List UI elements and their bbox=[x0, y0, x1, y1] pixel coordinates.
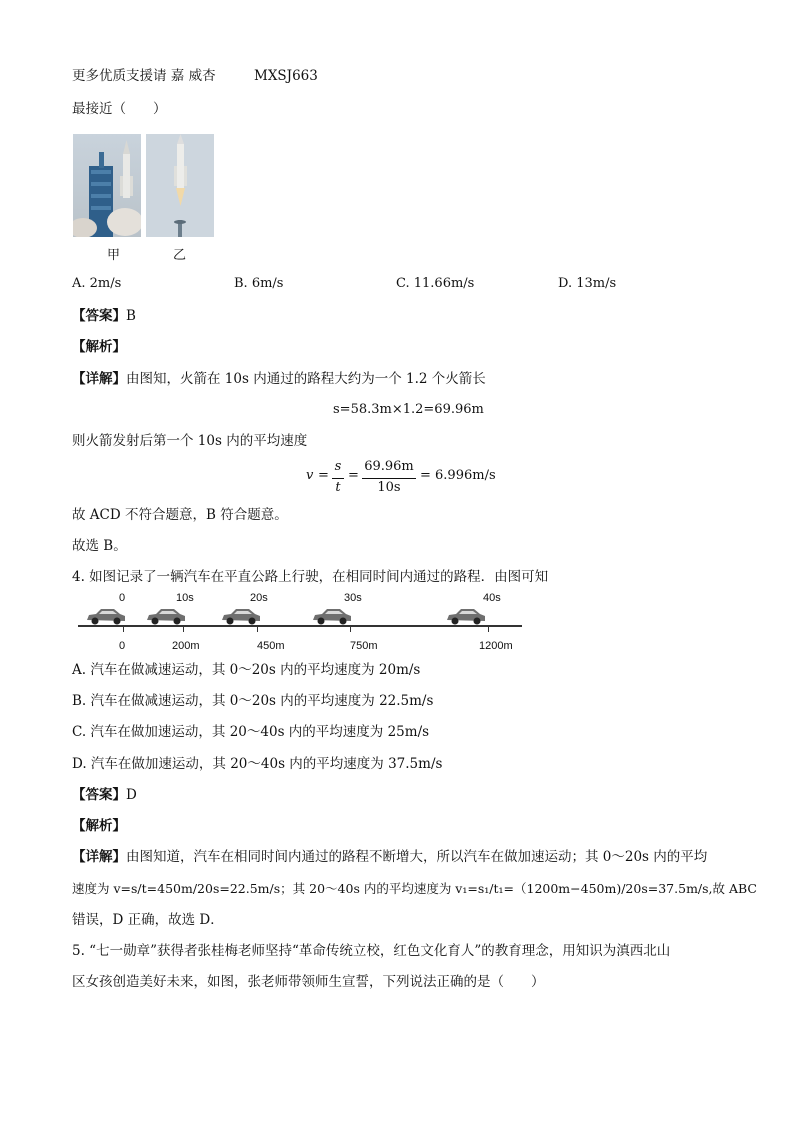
time-label-30s: 30s bbox=[344, 592, 362, 604]
q5-line2: 区女孩创造美好未来，如图，张老师带领师生宣誓，下列说法正确的是（ ） bbox=[72, 974, 545, 990]
distance-label-200m: 200m bbox=[172, 640, 200, 652]
q5-line1: 5. “七一勋章”获得者张桂梅老师坚持“革命传统立校，红色文化育人”的教育理念，用知识为滇西北山 bbox=[72, 943, 671, 959]
q4-analysis-label: 【解析】 bbox=[72, 818, 126, 834]
q3-analysis-label: 【解析】 bbox=[72, 339, 126, 355]
car-icon-20s bbox=[219, 606, 263, 626]
q3-option-b: B. 6m/s bbox=[234, 276, 284, 291]
fraction-bar-1 bbox=[332, 478, 344, 479]
formula-s: s bbox=[334, 459, 342, 474]
rocket-photo-yi bbox=[146, 134, 214, 237]
tick-750m bbox=[350, 626, 351, 632]
time-label-10s: 10s bbox=[176, 592, 194, 604]
formula-num: 69.96m bbox=[364, 459, 414, 474]
distance-label-1200m: 1200m bbox=[479, 640, 513, 652]
fraction-bar-2 bbox=[362, 478, 416, 479]
q3-choose: 故选 B。 bbox=[72, 538, 127, 554]
q3-average-line: 则火箭发射后第一个 10s 内的平均速度 bbox=[72, 433, 308, 449]
distance-label-0: 0 bbox=[119, 640, 126, 652]
tick-450m bbox=[257, 626, 258, 632]
q3-formula-velocity bbox=[306, 459, 506, 499]
distance-label-450m: 450m bbox=[257, 640, 285, 652]
q3-conclusion: 故 ACD 不符合题意，B 符合题意。 bbox=[72, 507, 288, 523]
rocket-photo-jia bbox=[73, 134, 141, 237]
formula-eq2: = bbox=[348, 468, 359, 483]
q3-option-d: D. 13m/s bbox=[558, 276, 617, 291]
q4-detail-row-1 bbox=[72, 848, 707, 866]
formula-result: = 6.996m/s bbox=[420, 468, 496, 483]
q4-option-d: D. 汽车在做加速运动，其 20～40s 内的平均速度为 37.5m/s bbox=[72, 756, 443, 772]
q4-option-b: B. 汽车在做减速运动，其 0～20s 内的平均速度为 22.5m/s bbox=[72, 693, 434, 709]
formula-t: t bbox=[335, 480, 341, 495]
formula-v: v bbox=[306, 468, 314, 483]
q3-detail-row bbox=[72, 370, 486, 388]
q4-option-c: C. 汽车在做加速运动，其 20～40s 内的平均速度为 25m/s bbox=[72, 724, 430, 740]
tick-200m bbox=[183, 626, 184, 632]
q4-detail-line1: 由图知道，汽车在相同时间内通过的路程不断增大，所以汽车在做加速运动；其 0～20s 内的平均 bbox=[126, 849, 708, 865]
header-promo: 更多优质支援请 嘉 威杏 bbox=[72, 68, 216, 84]
q4-answer-label: 【答案】 bbox=[72, 787, 126, 803]
q3-answer-value: B bbox=[126, 308, 136, 324]
car-icon-30s bbox=[310, 606, 354, 626]
q4-answer-row bbox=[72, 786, 137, 804]
q4-detail-label: 【详解】 bbox=[72, 849, 126, 865]
q3-detail-label: 【详解】 bbox=[72, 371, 126, 387]
distance-label-750m: 750m bbox=[350, 640, 378, 652]
caption-yi: 乙 bbox=[173, 248, 187, 263]
q3-answer-label: 【答案】 bbox=[72, 308, 126, 324]
q3-option-c: C. 11.66m/s bbox=[396, 276, 475, 291]
q3-detail-text: 由图知，火箭在 10s 内通过的路程大约为一个 1.2 个火箭长 bbox=[126, 371, 486, 387]
q4-option-a: A. 汽车在做减速运动，其 0～20s 内的平均速度为 20m/s bbox=[72, 662, 421, 678]
car-motion-diagram bbox=[78, 590, 528, 656]
q3-answer-row bbox=[72, 307, 136, 325]
q4-detail-line2: 速度为 v=s/t=450m/20s=22.5m/s；其 20～40s 内的平均速度为 v₁=s₁/t₁=（1200m−450m)/20s=37.5m/s,故 ABC bbox=[72, 881, 757, 896]
q3-option-a: A. 2m/s bbox=[72, 276, 122, 291]
car-icon-0s bbox=[84, 606, 128, 626]
formula-eq1: = bbox=[318, 468, 329, 483]
car-icon-10s bbox=[144, 606, 188, 626]
q4-answer-value: D bbox=[126, 787, 137, 803]
formula-den: 10s bbox=[377, 480, 401, 495]
header-code: MXSJ663 bbox=[254, 68, 318, 84]
car-icon-40s bbox=[444, 606, 488, 626]
time-label-40s: 40s bbox=[483, 592, 501, 604]
q3-formula-distance: s=58.3m×1.2=69.96m bbox=[333, 402, 484, 417]
tick-1200m bbox=[488, 626, 489, 632]
caption-jia: 甲 bbox=[107, 248, 121, 263]
q4-detail-line3: 错误，D 正确，故选 D． bbox=[72, 912, 224, 928]
q3-stem-tail: 最接近（ ） bbox=[72, 101, 167, 117]
q4-stem: 4. 如图记录了一辆汽车在平直公路上行驶，在相同时间内通过的路程．由图可知 bbox=[72, 569, 549, 585]
tick-0 bbox=[123, 626, 124, 632]
time-label-0: 0 bbox=[119, 592, 126, 604]
time-label-20s: 20s bbox=[250, 592, 268, 604]
